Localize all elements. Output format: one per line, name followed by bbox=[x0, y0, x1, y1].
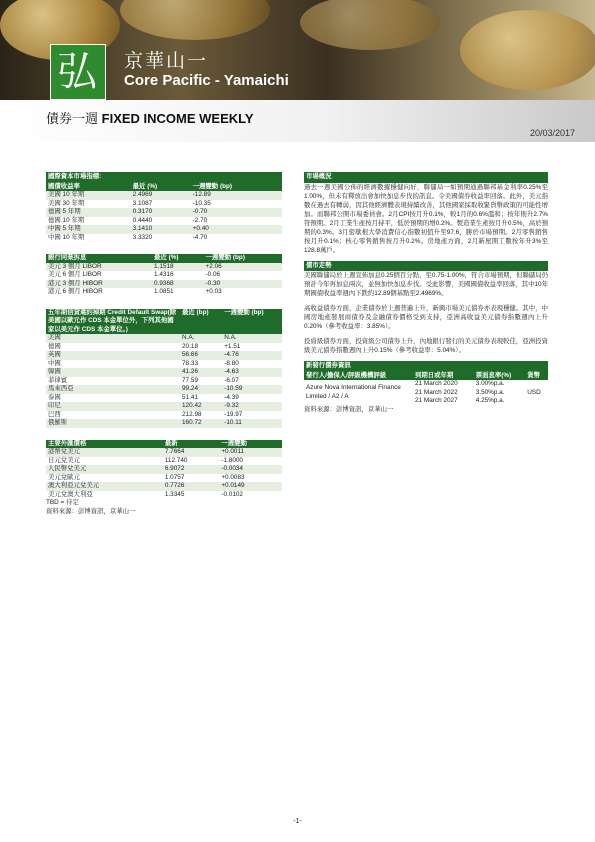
col-header: 發行人/擔保人/評級機構評級 bbox=[304, 372, 413, 381]
market-indicators-title: 國際資本市場指標: bbox=[46, 172, 282, 183]
table-row: 港幣兌美元 7.7664 +0.0011 bbox=[46, 448, 282, 457]
table-row: 澳大利亞元兌美元 0.7726 +0.0149 bbox=[46, 482, 282, 491]
bond-review-paragraph: 美國聯儲局於上週宣佈加息0.25個百分點，至0.75-1.00%，符合市場預期，但聯儲局仍預計今年再加息兩次，並無加快加息步伐。受此影響，美國國債收益率回落，其中10年期國債收益率週內下跌約12.89個基點至2.4969%。 bbox=[304, 272, 548, 297]
table-row: 英國 56.66 -4.76 bbox=[46, 351, 282, 360]
table-row: 港元 3 個月 HIBOR 0.9368 -0.30 bbox=[46, 280, 282, 289]
col-header: 一週變動 (bp) bbox=[204, 254, 282, 263]
fx-source: 資料來源：彭博資訊，京華山一 bbox=[46, 507, 136, 515]
table-row: 德國 5 年期 0.3170 -0.70 bbox=[46, 208, 282, 217]
table-row: 港元 6 個月 HIBOR 1.0851 +0.03 bbox=[48, 288, 222, 295]
left-column bbox=[46, 172, 282, 516]
col-header: 主要外匯價格 bbox=[46, 440, 163, 449]
table-row: 美元 3 個月 LIBOR 1.1518 +2.06 bbox=[46, 263, 282, 272]
table-row: 中國 78.33 -8.80 bbox=[48, 359, 239, 367]
col-header: 到期日或年期 bbox=[413, 372, 474, 381]
table-row: 菲律賓 77.59 -6.07 bbox=[48, 376, 239, 384]
table-row: 德國 20.18 +1.51 bbox=[48, 342, 241, 350]
issuer-cell: Azure Nova International Finance Limited / A2 / A bbox=[306, 384, 401, 400]
table-row: 美國 10 年期 2.4969 -12.89 bbox=[46, 191, 282, 200]
bond-review-title: 債市走勢 bbox=[304, 261, 548, 272]
table-row: 德國 10 年期 0.4440 -2.70 bbox=[48, 216, 208, 224]
interbank-rate-table bbox=[46, 254, 282, 297]
new-issues-title: 新發行債券資訊 bbox=[304, 361, 548, 372]
col-header: 票面息率(%) bbox=[474, 372, 525, 381]
table-row: 巴西 212.98 -19.97 bbox=[48, 410, 243, 418]
fx-table bbox=[46, 440, 282, 500]
col-header: 國債收益率 bbox=[46, 183, 131, 192]
table-row: 21 March 2027 4.25%p.a. bbox=[415, 397, 505, 404]
fx-note: TBD = 待定 bbox=[46, 499, 79, 506]
table-row: 21 March 2022 3.50%p.a. bbox=[415, 388, 505, 396]
col-header: 最近 (%) bbox=[131, 183, 191, 192]
col-header: 最近 (bp) bbox=[180, 309, 222, 335]
currency-cell: USD bbox=[527, 388, 541, 396]
col-header: 一週變動 (bp) bbox=[191, 183, 282, 192]
coin-decoration bbox=[460, 10, 595, 90]
col-header: 貨幣 bbox=[525, 372, 548, 381]
cds-table bbox=[46, 309, 282, 428]
brand-name-en: Core Pacific - Yamaichi bbox=[124, 72, 289, 89]
table-row: 韓國 41.26 -4.63 bbox=[46, 368, 282, 377]
col-header: 最近 (%) bbox=[152, 254, 204, 263]
publication-title: 債券一週 FIXED INCOME WEEKLY bbox=[46, 111, 254, 126]
table-row: 美元兌歐元 1.0757 +0.0083 bbox=[48, 473, 245, 481]
col-header: 一週變動 (bp) bbox=[222, 309, 282, 335]
table-row: 俄羅斯 160.72 -10.11 bbox=[46, 419, 282, 428]
table-row: 美國 N.A. N.A. bbox=[46, 334, 282, 343]
table-row: 印尼 120.42 -9.32 bbox=[46, 402, 282, 411]
coin-decoration bbox=[300, 0, 440, 50]
company-logo: 弘 bbox=[50, 44, 106, 100]
table-row: 日元兌美元 112.740 -1.8000 bbox=[48, 456, 243, 464]
table-row: 人民幣兌美元 6.9072 -0.0034 bbox=[46, 465, 282, 474]
col-header: 銀行同業拆息 bbox=[46, 254, 152, 263]
col-header: 最新 bbox=[163, 440, 219, 449]
gov-bond-table bbox=[46, 183, 282, 243]
table-row: 泰國 51.41 -4.39 bbox=[48, 393, 239, 401]
new-issues-table bbox=[304, 372, 548, 406]
table-row: 馬來西亞 99.24 -10.59 bbox=[46, 385, 282, 394]
table-row: 中國 10 年期 3.3320 -4.70 bbox=[48, 233, 208, 241]
col-header: 五年期信貸違約掉期 Credit Default Swap(除美國以歐元作 CDS 本金單位外，下列其他國家以美元作 CDS 本金單位。) bbox=[46, 309, 180, 335]
table-row: Azure Nova International Finance Limited / A2 / A 21 March 2020 3.00%p.a. USD bbox=[304, 380, 548, 389]
publication-date: 20/03/2017 bbox=[529, 128, 575, 138]
table-row: 美國 30 年期 3.1087 -10.35 bbox=[48, 199, 211, 207]
market-summary-title: 市場概況 bbox=[304, 172, 548, 183]
col-header: 一週變動 bbox=[219, 440, 282, 449]
table-row: 中國 5 年期 3.1410 +0.40 bbox=[46, 225, 282, 234]
bond-review-paragraph: 投資級債券方面，投資級公司債券上升，內地銀行發行的美元債券表現較佳，亞洲投資級美元債券指數週內上升0.15%（參考收益率：5.04%）。 bbox=[304, 338, 548, 354]
header-banner bbox=[0, 0, 595, 100]
page-number: -1- bbox=[293, 818, 302, 825]
bond-review-paragraph: 高收益債券方面，企業債券於上週普遍上升，新興市場美元債券亦表現穩健。其中，中國房地產發展商債券及金融債券價格受到支持，亞洲高收益美元債券指數週內上升0.20%（參考收益率：3.85%）。 bbox=[304, 305, 548, 330]
right-column bbox=[304, 172, 548, 414]
market-summary-text: 過去一週美國公佈的經濟數據穩健向好，聯儲局一如預期通過聯邦基金利率0.25%至1.00%，但未有釋放出會加快加息步伐的訊息。令美國債券收益率回落。此外，美元指數在過去有轉弱，因其他經濟體表現持續改善，其他國家採取收緊貨幣政策的可能性增加。而聯邦公開市場委員會。2月CPI按月升0.1%，較1月的0.6%溫和；按年則升2.7%符預期。2月工業生產按月持平，低於預期的增0.2%。製造業生產按月升0.5%，高於預期的0.3%。3月密歇根大學消費信心指數初值升至97.6，勝於市場預期。2月零售銷售按月升0.1%；核心零售銷售按月升0.2%。房地產方面，2月新屋開工數按年升3%至128.8萬戶。 bbox=[304, 183, 548, 254]
brand-name-zh: 京華山一 bbox=[124, 50, 209, 72]
coin-decoration bbox=[120, 0, 270, 40]
new-issues-source: 資料來源：彭博資訊，京華山一 bbox=[304, 405, 394, 413]
table-row: 美元兌澳大利亞 1.3345 -0.0102 bbox=[48, 490, 243, 498]
table-row: 美元 6 個月 LIBOR 1.4316 -0.06 bbox=[48, 271, 221, 278]
